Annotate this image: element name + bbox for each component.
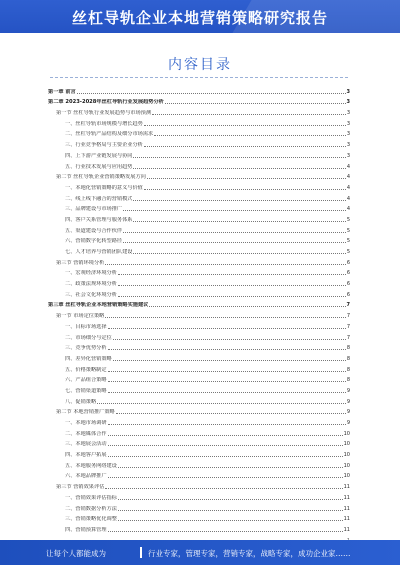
toc-entry-page: 3: [346, 99, 350, 106]
toc-entry[interactable]: [48, 212, 350, 223]
toc-leader-dots: [123, 242, 346, 243]
toc-leader-dots: [108, 477, 343, 478]
toc-leader-dots: [133, 200, 345, 201]
toc-entry[interactable]: [48, 308, 350, 319]
toc-entry-text: 六、本地品牌推广: [65, 473, 107, 480]
toc-entry-page: 5: [346, 238, 350, 245]
toc-entry-text: 一、本地化营销策略的意义与价值: [65, 184, 143, 191]
toc-entry[interactable]: [48, 405, 350, 416]
toc-entry-page: 11: [343, 494, 350, 501]
toc-entry[interactable]: [48, 319, 350, 330]
toc-entry-page: 10: [343, 452, 350, 459]
toc-leader-dots: [144, 125, 346, 126]
toc-divider: [50, 77, 348, 78]
toc-entry[interactable]: [48, 84, 350, 95]
toc-entry-page: 7: [346, 313, 350, 320]
toc-entry-text: 第一节 市场定位策略: [56, 313, 105, 320]
toc-entry-page: 3: [346, 110, 350, 117]
toc-entry-page: 5: [346, 216, 350, 223]
toc-leader-dots: [108, 424, 346, 425]
toc-leader-dots: [123, 232, 346, 233]
toc-leader-dots: [108, 349, 346, 350]
toc-leader-dots: [116, 413, 346, 414]
toc-entry-text: 三、行业竞争格局与主要企业分析: [65, 142, 143, 149]
toc-entry-page: 9: [346, 398, 350, 405]
toc-entry[interactable]: [48, 95, 350, 106]
toc-entry-page: 8: [346, 345, 350, 352]
footer-slogan-left: 让每个人都能成为: [46, 549, 106, 558]
toc-entry-text: 第三章 丝杠导轨企业本地营销策略实施建议: [48, 302, 149, 309]
toc-entry-text: 三、本地展会活动: [65, 441, 107, 448]
toc-entry-text: 四、本地客户拓展: [65, 452, 107, 459]
toc-entry-text: 二、市场细分与定位: [65, 334, 112, 341]
toc-entry[interactable]: [48, 394, 350, 405]
toc-entry-text: 七、营销渠道策略: [65, 387, 107, 394]
toc-leader-dots: [108, 392, 346, 393]
toc-title: 内容目录: [168, 57, 232, 73]
toc-leader-dots: [118, 499, 343, 500]
toc-entry-text: 七、人才培养与营销团队建设: [65, 249, 133, 255]
toc-entry[interactable]: [48, 127, 350, 138]
toc-entry[interactable]: [48, 148, 350, 159]
toc-entry-page: 3: [346, 131, 350, 138]
toc-entry-page: 4: [346, 174, 350, 181]
toc-entry-page: 8: [346, 355, 350, 362]
toc-entry-page: 4: [346, 195, 350, 202]
toc-entry-text: 一、本地市场调研: [65, 420, 107, 426]
footer-slogan-right: 行业专家，管理专家，营销专家，战略专家，成功企业家……: [148, 549, 351, 558]
toc-entry[interactable]: [48, 362, 350, 373]
toc-leader-dots: [105, 317, 345, 318]
toc-entry[interactable]: [48, 501, 350, 512]
toc-entry[interactable]: [48, 426, 350, 437]
toc-entry-text: 第三节 营销环境分析: [56, 259, 105, 266]
toc-leader-dots: [118, 520, 343, 521]
toc-entry[interactable]: [48, 170, 350, 181]
table-of-contents: [48, 84, 350, 532]
toc-entry-text: 三、社会文化环境分析: [65, 291, 117, 298]
toc-entry[interactable]: [48, 373, 350, 384]
toc-entry-text: 二、丝杠导轨产品结构及细分市场需求: [65, 131, 154, 138]
toc-leader-dots: [118, 510, 343, 511]
toc-entry[interactable]: [48, 479, 350, 490]
toc-entry[interactable]: [48, 234, 350, 245]
toc-entry[interactable]: [48, 298, 350, 309]
toc-entry-text: 三、品牌建设与市场推广: [65, 206, 123, 213]
toc-leader-dots: [133, 221, 345, 222]
toc-entry-page: 3: [346, 88, 350, 95]
toc-entry-text: 一、宏观经济环境分析: [65, 270, 117, 277]
toc-entry[interactable]: [48, 180, 350, 191]
toc-leader-dots: [118, 285, 346, 286]
toc-entry-page: 5: [346, 227, 350, 234]
toc-entry[interactable]: [48, 351, 350, 362]
toc-entry-text: 五、渠道建设与合作伙伴: [65, 227, 123, 234]
toc-entry-page: 3: [346, 120, 350, 127]
toc-leader-dots: [108, 328, 346, 329]
toc-entry-text: 六、产品组合策略: [65, 377, 107, 384]
toc-entry-page: 4: [346, 163, 350, 170]
toc-entry[interactable]: [48, 341, 350, 352]
toc-leader-dots: [108, 381, 346, 382]
toc-entry-text: 第一章 前言: [48, 88, 76, 95]
toc-entry-page: 7: [346, 302, 350, 309]
toc-entry[interactable]: [48, 255, 350, 266]
toc-leader-dots: [149, 306, 345, 307]
toc-entry-text: 一、丝杠导轨市场规模与增长趋势: [65, 120, 143, 127]
toc-entry-text: 五、本地服务网络建设: [65, 462, 117, 469]
footer-banner: [0, 540, 400, 565]
toc-leader-dots: [118, 274, 346, 275]
toc-entry-text: 八、促销策略: [65, 398, 97, 405]
toc-entry-text: 二、营销数据分析方法: [65, 505, 117, 512]
toc-entry-text: 三、营销策略优化调整: [65, 516, 117, 523]
toc-entry-text: 四、客户关系管理与服务体系: [65, 216, 133, 223]
toc-entry[interactable]: [48, 244, 350, 255]
toc-entry-page: 4: [346, 206, 350, 213]
toc-entry-page: 6: [346, 281, 350, 288]
toc-entry[interactable]: [48, 330, 350, 341]
toc-entry-page: 8: [346, 366, 350, 373]
toc-entry-text: 三、竞争优势分析: [65, 345, 107, 352]
toc-entry-page: 11: [343, 484, 350, 491]
toc-entry[interactable]: [48, 415, 350, 426]
toc-entry[interactable]: [48, 458, 350, 469]
toc-leader-dots: [118, 467, 343, 468]
toc-entry[interactable]: [48, 512, 350, 523]
toc-leader-dots: [108, 371, 346, 372]
toc-entry-page: 3: [346, 152, 350, 159]
toc-entry-text: 四、上下游产业链发展与协同: [65, 152, 133, 159]
toc-leader-dots: [105, 488, 342, 489]
toc-entry-page: 5: [346, 249, 350, 255]
toc-entry-text: 第三节 营销效果评估: [56, 484, 105, 491]
toc-entry[interactable]: [48, 105, 350, 116]
toc-entry[interactable]: [48, 223, 350, 234]
toc-entry[interactable]: [48, 287, 350, 298]
toc-leader-dots: [108, 531, 343, 532]
toc-entry[interactable]: [48, 266, 350, 277]
toc-leader-dots: [147, 178, 346, 179]
toc-entry-text: 四、营销预算管理: [65, 526, 107, 533]
toc-entry[interactable]: [48, 191, 350, 202]
toc-entry-page: 11: [343, 516, 350, 523]
toc-entry[interactable]: [48, 202, 350, 213]
toc-entry-page: 9: [346, 387, 350, 394]
toc-entry-text: 一、目标市场选择: [65, 323, 107, 330]
toc-entry[interactable]: [48, 469, 350, 480]
toc-leader-dots: [133, 253, 345, 254]
toc-entry-page: 10: [343, 473, 350, 480]
toc-entry[interactable]: [48, 437, 350, 448]
toc-entry-text: 二、线上线下融合的营销模式: [65, 195, 133, 202]
toc-entry-text: 第二章 2023-2028年丝杠导轨行业发展趋势分析: [48, 99, 164, 106]
toc-leader-dots: [108, 445, 343, 446]
toc-entry-page: 11: [343, 505, 350, 512]
toc-entry-page: 4: [346, 184, 350, 191]
toc-entry-page: 3: [346, 142, 350, 149]
toc-entry-page: 9: [346, 420, 350, 426]
toc-entry[interactable]: [48, 447, 350, 458]
toc-entry-text: 第二节 本地营销推广策略: [56, 409, 115, 416]
toc-entry-text: 二、政策法规环境分析: [65, 281, 117, 288]
toc-leader-dots: [97, 403, 346, 404]
toc-leader-dots: [144, 189, 346, 190]
toc-entry-text: 五、行业技术发展与应用趋势: [65, 163, 133, 170]
toc-entry-page: 11: [343, 526, 350, 533]
toc-entry-page: 10: [343, 462, 350, 469]
toc-entry[interactable]: [48, 137, 350, 148]
toc-entry-page: 6: [346, 270, 350, 277]
toc-entry-text: 第二节 丝杠导轨企业营销策略发展方向: [56, 174, 146, 181]
toc-entry-text: 四、差异化营销策略: [65, 355, 112, 362]
toc-entry-page: 10: [343, 441, 350, 448]
toc-entry-page: 7: [346, 323, 350, 330]
toc-entry-text: 一、营销效果评估指标: [65, 494, 117, 501]
toc-entry-page: 9: [346, 409, 350, 416]
toc-leader-dots: [118, 296, 346, 297]
toc-leader-dots: [108, 456, 343, 457]
toc-entry-page: 8: [346, 377, 350, 384]
toc-entry[interactable]: [48, 490, 350, 501]
toc-entry-page: 7: [346, 334, 350, 341]
toc-leader-dots: [77, 93, 346, 94]
toc-leader-dots: [113, 360, 346, 361]
toc-leader-dots: [152, 114, 346, 115]
footer-divider: [140, 547, 142, 558]
toc-entry-page: 6: [346, 259, 350, 266]
toc-leader-dots: [113, 339, 346, 340]
toc-entry-text: 二、本地媒体合作: [65, 430, 107, 437]
toc-entry-page: 10: [343, 430, 350, 437]
toc-leader-dots: [133, 157, 345, 158]
toc-entry-text: 第一节 丝杠导轨行业发展趋势与市场预测: [56, 110, 152, 117]
toc-entry-text: 六、营销数字化转型路径: [65, 238, 123, 245]
toc-entry[interactable]: [48, 522, 350, 533]
toc-leader-dots: [133, 168, 345, 169]
toc-leader-dots: [144, 146, 346, 147]
report-header: [0, 0, 400, 33]
toc-entry-text: 五、价格策略制定: [65, 366, 107, 373]
toc-leader-dots: [105, 264, 345, 265]
toc-entry[interactable]: [48, 276, 350, 287]
toc-entry[interactable]: [48, 159, 350, 170]
toc-entry-page: 6: [346, 291, 350, 298]
toc-leader-dots: [108, 435, 343, 436]
toc-entry[interactable]: [48, 383, 350, 394]
toc-leader-dots: [123, 210, 346, 211]
report-title: 丝杠导轨企业本地营销策略研究报告: [71, 9, 328, 27]
toc-entry[interactable]: [48, 116, 350, 127]
toc-leader-dots: [154, 135, 346, 136]
toc-leader-dots: [165, 103, 346, 104]
